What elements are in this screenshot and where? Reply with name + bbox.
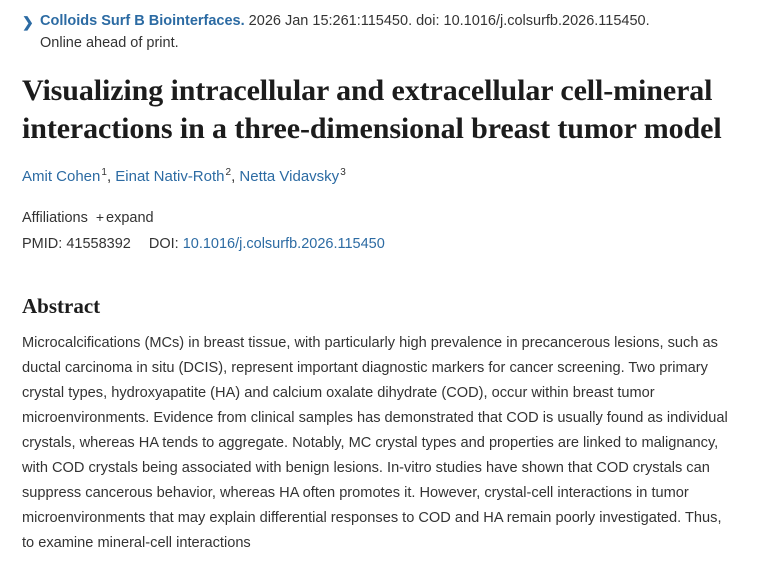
plus-icon: + xyxy=(95,209,105,225)
pmid-value: 41558392 xyxy=(66,236,131,252)
author-link-2[interactable]: Einat Nativ-Roth xyxy=(115,168,225,185)
citation-details: 2026 Jan 15:261:115450. doi: 10.1016/j.colsurfb.2026.115450. xyxy=(244,13,650,29)
citation-line xyxy=(22,10,738,54)
pmid-label: PMID: xyxy=(22,236,63,252)
author-affiliation-marker-1[interactable]: 1 xyxy=(101,167,107,178)
author-list: Amit Cohen$^1$, Einat Nativ-Roth$^2$, Netta Vidavsky$^3$ xyxy=(22,167,346,185)
author-link-1[interactable]: Amit Cohen xyxy=(22,168,101,185)
ahead-of-print-note: Online ahead of print. xyxy=(40,35,179,51)
chevron-right-icon[interactable]: ❯ xyxy=(22,14,34,30)
author-affiliation-marker-3[interactable]: 3 xyxy=(340,167,346,178)
doi-label: DOI: xyxy=(148,236,179,252)
page-title: Visualizing intracellular and extracellular cell-mineral interactions in a three-dimensional breast tumor model xyxy=(22,74,722,145)
expand-affiliations-button[interactable] xyxy=(96,210,154,226)
journal-link[interactable]: Colloids Surf B Biointerfaces. xyxy=(40,13,245,29)
affiliations-row xyxy=(22,206,738,229)
abstract-text: Microcalcifications (MCs) in breast tissue, with particularly high prevalence in precancerous lesions, such as ductal carcinoma in situ (DCIS), represent important diagnostic markers for cancer screening. Two primary crystal types, hydroxyapatite (HA) and calcium oxalate dihydrate (COD), occur within breast tumor microenvironments. Evidence from clinical samples has demonstrated that COD is usually found as individual crystals, whereas HA tends to aggregate. Notably, MC crystal types and properties are linked to malignancy, with COD crystals being associated with benign lesions. In-vitro studies have shown that COD crystals can suppress cancerous behavior, whereas HA often promotes it. However, crystal-cell interactions in tumor microenvironments that may explain differential responses to COD and HA remain poorly investigated. Thus, to examine mineral-cell interactions xyxy=(22,335,728,551)
affiliations-label: Affiliations xyxy=(22,210,88,226)
author-link-3[interactable]: Netta Vidavsky xyxy=(239,168,340,185)
identifier-row xyxy=(22,233,738,255)
author-affiliation-marker-2[interactable]: 2 xyxy=(225,167,232,178)
abstract-heading: Abstract xyxy=(22,294,101,318)
expand-label: expand xyxy=(106,210,154,226)
doi-link[interactable]: 10.1016/j.colsurfb.2026.115450 xyxy=(182,236,385,252)
